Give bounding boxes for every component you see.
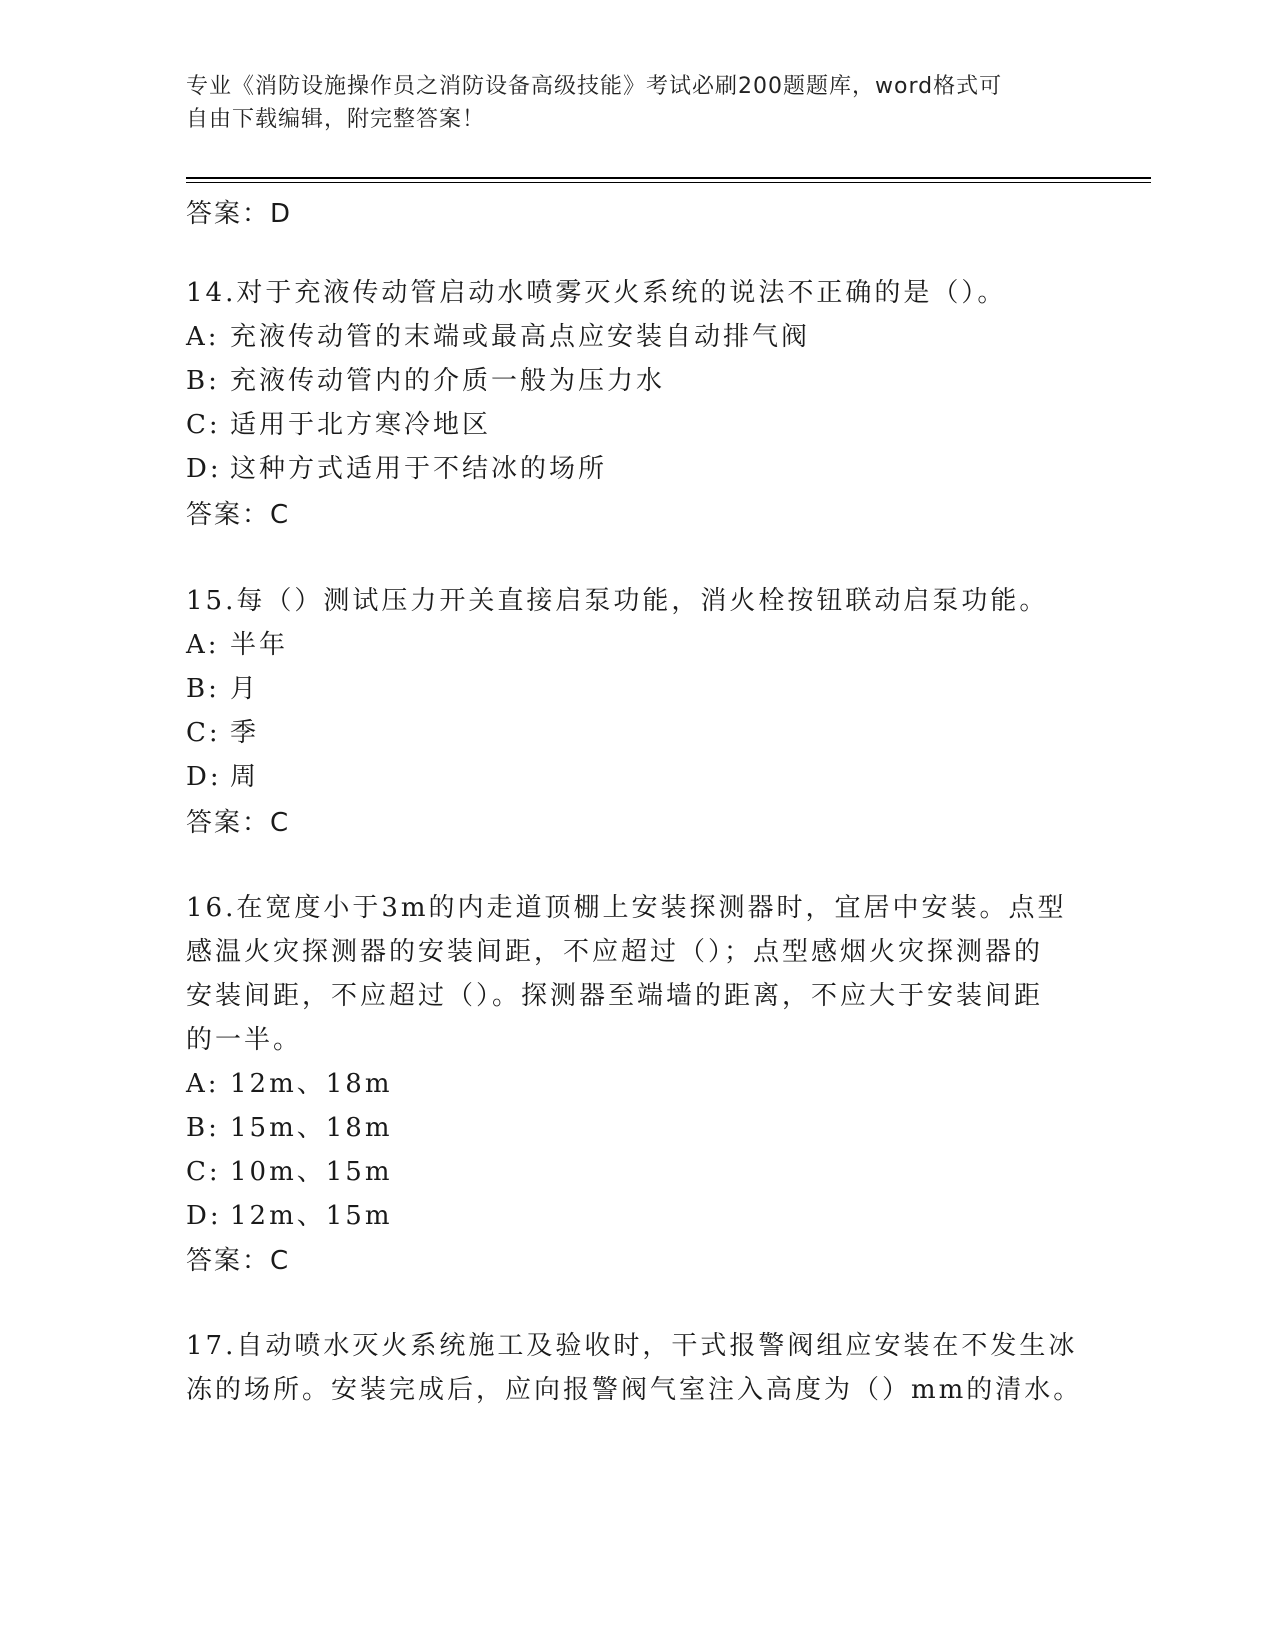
option-text: 这种方式适用于不结冰的场所 [230, 454, 608, 484]
question-stem-line: 的一半。 [186, 1025, 303, 1055]
option-a [186, 316, 810, 353]
option-key: C: [186, 718, 221, 748]
option-text: 12m、18m [230, 1069, 393, 1099]
option-d [186, 756, 259, 793]
option-key: A: [186, 322, 220, 352]
option-text: 适用于北方寒冷地区 [230, 410, 492, 440]
option-text: 15m、18m [230, 1113, 393, 1143]
option-text: 10m、15m [230, 1157, 393, 1187]
header-line-1: 专业《消防设施操作员之消防设备高级技能》考试必刷200题题库，word格式可 [186, 74, 1003, 99]
option-b [186, 1107, 392, 1144]
question-stem-line: 安装间距，不应超过（）。探测器至端墙的距离，不应大于安装间距 [186, 981, 1044, 1011]
header-text [186, 70, 1066, 136]
option-text: 12m、15m [230, 1201, 393, 1231]
option-c [186, 404, 491, 441]
answer: 答案：C [186, 500, 291, 530]
answer: 答案：C [186, 808, 291, 838]
question-stem-line: 感温火灾探测器的安装间距，不应超过（）；点型感烟火灾探测器的 [186, 937, 1044, 967]
option-text: 充液传动管的末端或最高点应安装自动排气阀 [230, 322, 811, 352]
question-stem-line: 冻的场所。安装完成后，应向报警阀气室注入高度为（）mm的清水。 [186, 1375, 1083, 1405]
option-text: 周 [230, 762, 260, 792]
option-c [186, 712, 259, 749]
option-key: D: [186, 1201, 222, 1231]
question-stem-line: 17.自动喷水灭火系统施工及验收时，干式报警阀组应安装在不发生冰 [186, 1331, 1078, 1361]
option-key: B: [186, 366, 220, 396]
option-a [186, 1063, 392, 1100]
header-divider-thick [186, 177, 1151, 179]
option-text: 季 [230, 718, 260, 748]
question-stem: 14.对于充液传动管启动水喷雾灭火系统的说法不正确的是（）。 [186, 278, 1007, 308]
option-key: B: [186, 674, 220, 704]
question-stem: 15.每（）测试压力开关直接启泵功能，消火栓按钮联动启泵功能。 [186, 586, 1049, 616]
option-key: A: [186, 630, 220, 660]
answer: 答案：C [186, 1246, 291, 1276]
option-b [186, 668, 259, 705]
option-key: C: [186, 410, 221, 440]
option-key: A: [186, 1069, 220, 1099]
option-c [186, 1151, 392, 1188]
option-key: D: [186, 762, 222, 792]
header-divider-thin [186, 182, 1151, 183]
header-line-2: 自由下载编辑，附完整答案！ [186, 107, 486, 132]
option-key: D: [186, 454, 222, 484]
option-d [186, 1195, 392, 1232]
question-stem-line: 16.在宽度小于3m的内走道顶棚上安装探测器时，宜居中安装。点型 [186, 893, 1067, 923]
option-d [186, 448, 607, 485]
previous-answer: 答案：D [186, 199, 293, 229]
option-text: 充液传动管内的介质一般为压力水 [230, 366, 666, 396]
option-text: 月 [230, 674, 260, 704]
option-key: B: [186, 1113, 220, 1143]
option-a [186, 624, 288, 661]
option-text: 半年 [230, 630, 289, 660]
option-b [186, 360, 665, 397]
option-key: C: [186, 1157, 221, 1187]
